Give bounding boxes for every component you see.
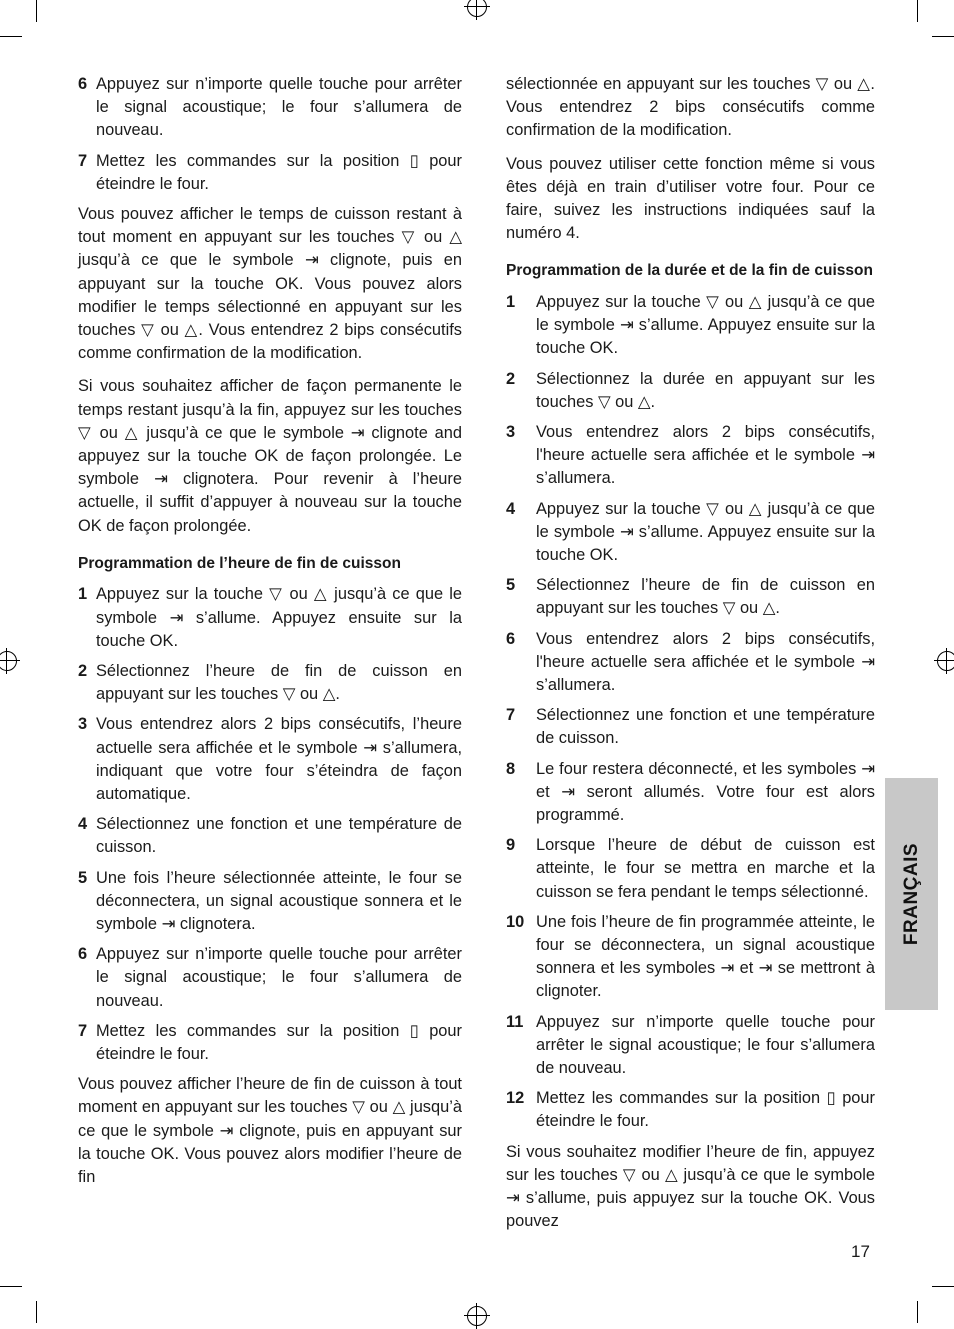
step-number: 5 [506, 576, 516, 595]
crop-mark [0, 1286, 22, 1287]
step-item [506, 368, 875, 414]
step-text: Sélectionnez la durée en appuyant sur les touches ▽ ou △. [536, 369, 875, 411]
step-number: 4 [506, 499, 516, 518]
paragraph: Vous pouvez afficher l’heure de fin de cuisson à tout moment en appuyant sur les touches ▽ ou △ jusqu’à ce que le symbole ⇥ clignote, puis en appuyant sur la touche OK. Vous pouvez alors modifier l’heure de fin [78, 1075, 462, 1187]
step-item [78, 713, 462, 806]
step-text: Appuyez sur n’importe quelle touche pour arrêter le signal acoustique; le four s’allumera de nouveau. [536, 1012, 875, 1078]
crop-mark [36, 0, 37, 22]
step-number: 1 [506, 292, 516, 311]
step-item [78, 943, 462, 1013]
step-item [506, 628, 875, 698]
step-item [506, 498, 875, 568]
crop-mark [932, 36, 954, 37]
step-number: 8 [506, 759, 516, 778]
registration-mark [934, 648, 954, 674]
step-text: Sélectionnez une fonction et une température de cuisson. [536, 706, 875, 748]
step-text: Appuyez sur la touche ▽ ou △ jusqu’à ce que le symbole ⇥ s’allume. Appuyez ensuite sur la touche OK. [536, 499, 875, 564]
step-number: 6 [78, 75, 88, 93]
step-number: 7 [78, 1021, 88, 1040]
step-number: 9 [506, 836, 516, 855]
step-text: Le four restera déconnecté, et les symboles ⇥ et ⇥ seront allumés. Votre four est alors programmé. [536, 759, 875, 824]
step-text: Sélectionnez l’heure de fin de cuisson en appuyant sur les touches ▽ ou △. [96, 661, 462, 704]
paragraph: Si vous souhaitez afficher de façon permanente le temps restant jusqu’à la fin, appuyez sur les touches ▽ ou △ jusqu’à ce que le symbole ⇥ clignote and appuyez sur la touche OK de façon prolongée. Le symbole ⇥ clignotera. Pour revenir à l’heure actuelle, il suffit d’appuyer à nouveau sur la touche OK de façon prolongée. [78, 377, 462, 535]
step-text: Une fois l’heure sélectionnée atteinte, le four se déconnectera, un signal acoustique sonnera et le symbole ⇥ clignotera. [96, 868, 462, 933]
step-text: Appuyez sur n’importe quelle touche pour arrêter le signal acoustique; le four s’allumera de nouveau. [96, 945, 462, 1010]
step-text: Vous entendrez alors 2 bips consécutifs, l'heure actuelle sera affichée et le symbole ⇥ s’allumera. [536, 422, 875, 488]
registration-mark [0, 648, 20, 674]
step-item [506, 574, 875, 620]
section-heading: Programmation de la durée et de la fin de cuisson [506, 262, 873, 280]
step-number: 6 [78, 945, 88, 964]
crop-mark [917, 0, 918, 22]
step-text: Vous entendrez alors 2 bips consécutifs, l'heure actuelle sera affichée et le symbole ⇥ s’allumera. [536, 629, 875, 694]
step-number: 3 [506, 422, 516, 441]
crop-mark [36, 1301, 37, 1323]
registration-mark [464, 1303, 490, 1329]
step-item [506, 291, 875, 361]
step-text: Une fois l’heure de fin programmée atteinte, le four se déconnectera, un signal acoustique sonnera et les symboles ⇥ et ⇥ se mettront à clignoter. [536, 912, 875, 1001]
step-item [78, 660, 462, 706]
step-number: 4 [78, 815, 88, 834]
step-number: 6 [506, 629, 516, 648]
step-item [506, 758, 875, 828]
step-item [78, 813, 462, 859]
step-item [78, 1020, 462, 1066]
step-item [78, 73, 462, 143]
step-item [506, 704, 875, 750]
step-number: 12 [506, 1089, 525, 1108]
step-text: Mettez les commandes sur la position ▯ pour éteindre le four. [96, 151, 462, 193]
paragraph: Vous pouvez afficher le temps de cuisson restant à tout moment en appuyant sur les touches ▽ ou △ jusqu’à ce que le symbole ⇥ clignote, puis en appuyant sur la touche OK. Vous pouvez alors modifier le temps sélectionné en appuyant sur les touches ▽ ou △. Vous entendrez 2 bips consécutifs comme confirmation de la modification. [78, 205, 462, 363]
step-text: Vous entendrez alors 2 bips consécutifs, l’heure actuelle sera affichée et le symbole ⇥ s’allumera, indiquant que votre four s’éteindra de façon automatique. [96, 715, 462, 803]
step-number: 7 [78, 151, 88, 170]
language-tab-label: FRANÇAIS [900, 842, 922, 946]
step-number: 1 [78, 585, 88, 604]
step-number: 11 [506, 1012, 524, 1031]
step-text: Mettez les commandes sur la position ▯ pour éteindre le four. [536, 1089, 875, 1131]
language-tab [885, 778, 938, 1010]
section-heading: Programmation de l’heure de fin de cuisson [78, 554, 401, 572]
crop-mark [932, 1286, 954, 1287]
crop-mark [0, 36, 22, 37]
step-text: Lorsque l’heure de début de cuisson est atteinte, le four se mettra en marche et la cuisson se fera pendant le temps sélectionné. [536, 836, 875, 901]
step-number: 2 [506, 369, 516, 388]
step-number: 10 [506, 912, 525, 931]
step-item [78, 583, 462, 653]
step-item [506, 911, 875, 1004]
step-item [78, 150, 462, 196]
step-text: Mettez les commandes sur la position ▯ pour éteindre le four. [96, 1021, 462, 1064]
step-text: Sélectionnez une fonction et une température de cuisson. [96, 815, 462, 857]
step-item [506, 1011, 875, 1081]
crop-mark [917, 1301, 918, 1323]
page-number: 17 [851, 1242, 870, 1261]
step-number: 2 [78, 661, 88, 680]
step-item [506, 1087, 875, 1133]
step-text: Sélectionnez l’heure de fin de cuisson en appuyant sur les touches ▽ ou △. [536, 576, 875, 618]
step-text: Appuyez sur la touche ▽ ou △ jusqu’à ce que le symbole ⇥ s’allume. Appuyez ensuite sur la touche OK. [96, 585, 462, 650]
step-item [506, 421, 875, 491]
step-item [78, 867, 462, 937]
paragraph: Si vous souhaitez modifier l’heure de fin, appuyez sur les touches ▽ ou △ jusqu’à ce que le symbole ⇥ s’allume, puis appuyez sur la touche OK. Vous pouvez [506, 1142, 875, 1231]
step-item [506, 834, 875, 904]
registration-mark [464, 0, 490, 20]
paragraph: Vous pouvez utiliser cette fonction même si vous êtes déjà en train d’utiliser votre four. Pour ce faire, suivez les instructions indiquées sauf la numéro 4. [506, 154, 875, 243]
left-column [78, 73, 462, 1199]
step-number: 3 [78, 715, 88, 734]
step-text: Appuyez sur n’importe quelle touche pour arrêter le signal acoustique; le four s’allumera de nouveau. [96, 75, 462, 140]
step-number: 7 [506, 706, 516, 725]
step-text: Appuyez sur la touche ▽ ou △ jusqu’à ce que le symbole ⇥ s’allume. Appuyez ensuite sur la touche OK. [536, 292, 875, 358]
step-number: 5 [78, 868, 88, 887]
right-column [506, 73, 875, 1243]
paragraph: sélectionnée en appuyant sur les touches ▽ ou △. Vous entendrez 2 bips consécutifs comme confirmation de la modification. [506, 75, 875, 140]
